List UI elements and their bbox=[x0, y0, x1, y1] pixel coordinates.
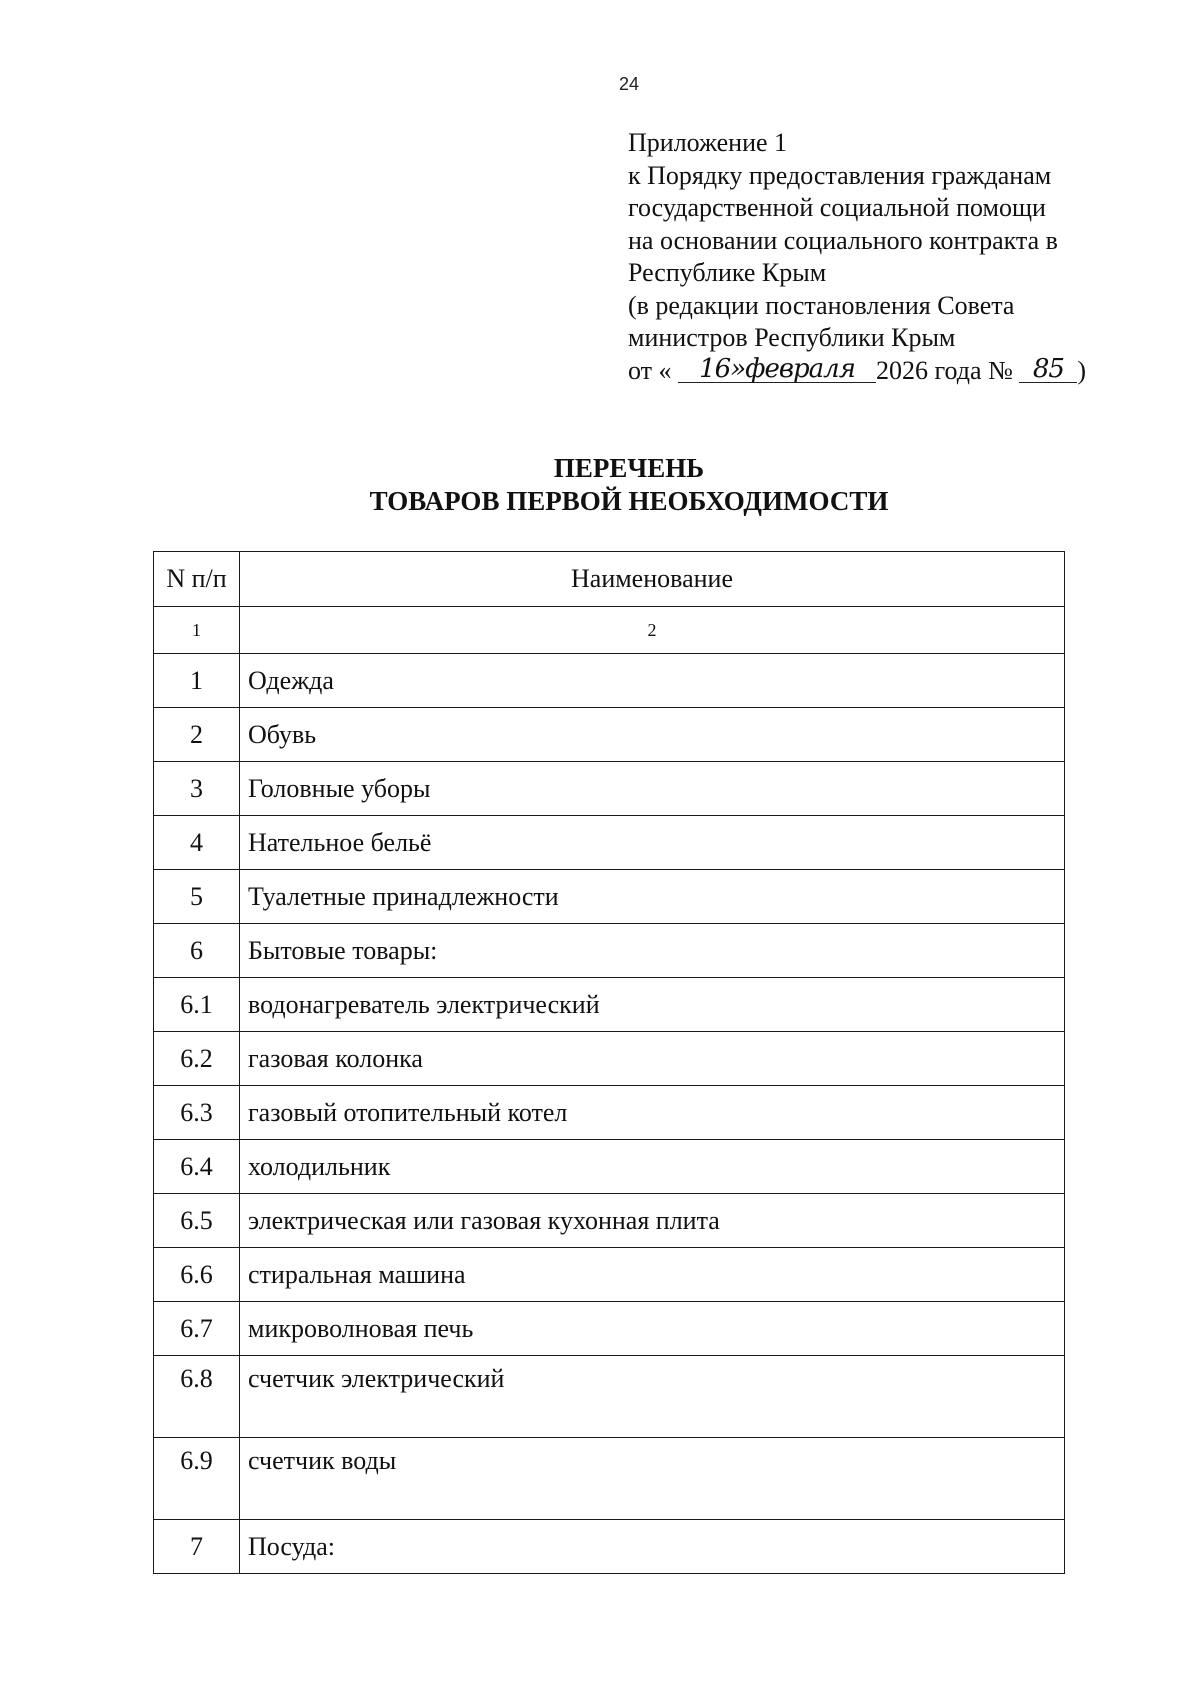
row-number: 6.8 bbox=[154, 1356, 240, 1438]
table-row bbox=[154, 1302, 1065, 1356]
column-number-1: 1 bbox=[154, 607, 240, 654]
column-number-2: 2 bbox=[240, 607, 1065, 654]
row-name: Туалетные принадлежности bbox=[240, 870, 1065, 924]
row-number: 5 bbox=[154, 870, 240, 924]
table-row bbox=[154, 1086, 1065, 1140]
row-number: 6.1 bbox=[154, 978, 240, 1032]
date-suffix: ) bbox=[1077, 355, 1087, 385]
appendix-block bbox=[628, 127, 1086, 387]
header-name-cell: Наименование bbox=[240, 552, 1065, 607]
page-number: 24 bbox=[618, 74, 640, 94]
date-prefix: от « bbox=[628, 355, 672, 385]
table-row bbox=[154, 924, 1065, 978]
appendix-line: (в редакции постановления Совета bbox=[628, 290, 1015, 320]
header-num-cell: N п/п bbox=[154, 552, 240, 607]
table-row bbox=[154, 870, 1065, 924]
title-line-2: ТОВАРОВ ПЕРВОЙ НЕОБХОДИМОСТИ bbox=[369, 486, 889, 516]
row-number: 4 bbox=[154, 816, 240, 870]
appendix-line: министров Республики Крым bbox=[628, 323, 956, 352]
row-name: счетчик электрический bbox=[240, 1356, 1065, 1438]
table-row bbox=[154, 1438, 1065, 1520]
table-header-row bbox=[154, 552, 1065, 607]
goods-table bbox=[153, 551, 1065, 1574]
table-row bbox=[154, 762, 1065, 816]
row-number: 6.3 bbox=[154, 1086, 240, 1140]
row-number: 6.2 bbox=[154, 1032, 240, 1086]
row-number: 6.9 bbox=[154, 1438, 240, 1520]
table-row bbox=[154, 1032, 1065, 1086]
row-number: 6.7 bbox=[154, 1302, 240, 1356]
row-number: 1 bbox=[154, 654, 240, 708]
row-name: холодильник bbox=[240, 1140, 1065, 1194]
table-row bbox=[154, 1356, 1065, 1438]
row-name: Посуда: bbox=[240, 1520, 1065, 1574]
table-row bbox=[154, 1520, 1065, 1574]
row-name: газовая колонка bbox=[240, 1032, 1065, 1086]
appendix-line: государственной социальной помощи bbox=[628, 193, 1046, 222]
row-name: газовый отопительный котел bbox=[240, 1086, 1065, 1140]
row-name: Головные уборы bbox=[240, 762, 1065, 816]
row-name: стиральная машина bbox=[240, 1248, 1065, 1302]
row-number: 6 bbox=[154, 924, 240, 978]
row-number: 6.4 bbox=[154, 1140, 240, 1194]
row-number: 6.5 bbox=[154, 1194, 240, 1248]
appendix-line: на основании социального контракта в bbox=[628, 225, 1058, 255]
row-number: 7 bbox=[154, 1520, 240, 1574]
document-title bbox=[0, 452, 1200, 518]
date-year: 2026 года № bbox=[876, 355, 1013, 385]
title-line-1: ПЕРЕЧЕНЬ bbox=[553, 453, 705, 483]
row-number: 2 bbox=[154, 708, 240, 762]
table-row bbox=[154, 708, 1065, 762]
row-name: счетчик воды bbox=[240, 1438, 1065, 1520]
appendix-line: к Порядку предоставления гражданам bbox=[628, 160, 1052, 190]
row-name: микроволновая печь bbox=[240, 1302, 1065, 1356]
appendix-line: Республике Крым bbox=[628, 258, 827, 287]
row-number: 6.6 bbox=[154, 1248, 240, 1302]
appendix-line: Приложение 1 bbox=[628, 128, 788, 157]
row-name: Бытовые товары: bbox=[240, 924, 1065, 978]
row-name: электрическая или газовая кухонная плита bbox=[240, 1194, 1065, 1248]
handwritten-number: 85 bbox=[1019, 356, 1077, 383]
row-name: Одежда bbox=[240, 654, 1065, 708]
row-name: Обувь bbox=[240, 708, 1065, 762]
table-row bbox=[154, 654, 1065, 708]
row-name: Нательное бельё bbox=[240, 816, 1065, 870]
handwritten-date: 16»февраля bbox=[678, 356, 876, 383]
column-number-row bbox=[154, 607, 1065, 654]
row-name: водонагреватель электрический bbox=[240, 978, 1065, 1032]
table-row bbox=[154, 1140, 1065, 1194]
row-number: 3 bbox=[154, 762, 240, 816]
table-row bbox=[154, 1248, 1065, 1302]
appendix-date-line bbox=[628, 355, 1086, 388]
table-row bbox=[154, 978, 1065, 1032]
table-row bbox=[154, 816, 1065, 870]
table-row bbox=[154, 1194, 1065, 1248]
